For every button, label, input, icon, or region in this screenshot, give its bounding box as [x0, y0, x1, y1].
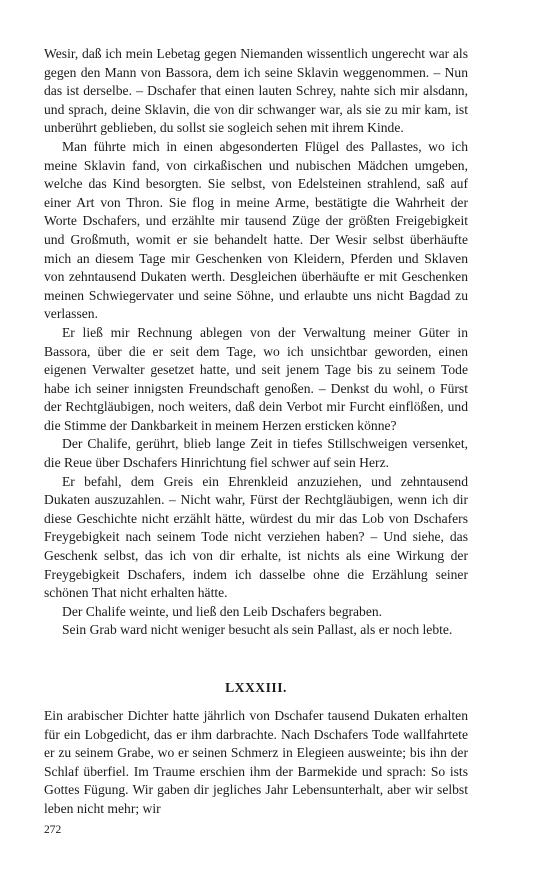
- paragraph: Wesir, daß ich mein Lebetag gegen Niemanden wissentlich ungerecht war als gegen den Mann von Bassora, dem ich seine Sklavin weggenommen. – Nun das ist derselbe. – Dschafer that einen lauten Schrey, nahte sich mir alsdann, und sprach, deine Sklavin, die von dir schwanger war, als sie zu mir kam, ist unberührt geblieben, du sollst sie sogleich sehen mit ihrem Kinde.: [44, 46, 468, 136]
- body-text: [44, 45, 468, 640]
- paragraph: Er befahl, dem Greis ein Ehrenkleid anzuziehen, und zehntausend Dukaten auszuzahlen. – Nicht wahr, Fürst der Rechtgläubigen, wenn ich dir diese Geschichte nicht erzählt hätte, würdest du mir das Lob von Dschafers Freygebigkeit nach seinem Tode nicht verziehen haben? – Und siehe, das Geschenk selbst, das ich von dir erhalte, ist nichts als eine Wirkung der Freygebigkeit Dschafers, indem ich dasselbe ohne die Erzählung seiner schönen That nicht erhalten hätte.: [44, 473, 468, 601]
- paragraph: Der Chalife, gerührt, blieb lange Zeit in tiefes Stillschweigen versenket, die Reue über Dschafers Hinrichtung fiel schwer auf sein Herz.: [44, 436, 468, 471]
- paragraph: Sein Grab ward nicht weniger besucht als sein Pallast, als er noch lebte.: [62, 622, 453, 638]
- paragraph: Man führte mich in einen abgesonderten Flügel des Pallastes, wo ich meine Sklavin fand, von cirkaßischen und nubischen Mädchen umgeben, welche das Kind besorgten. Sie selbst, von Edelsteinen strahlend, saß auf einer Art von Thron. Sie flog in meine Arme, bestätigte die Wahrheit der Worte Dschafers, und erzählte mir tausend Züge der größten Freigebigkeit und Großmuth, womit er sie behandelt hatte. Der Wesir selbst überhäufte mich an diesem Tage mir Geschenken von Kleidern, Pferden und Sklaven von zehntausend Dukaten werth. Desgleichen überhäufte er mit Geschenken meinen Schwiegervater und seine Söhne, und erlaubte uns nicht Bagdad zu verlassen.: [44, 138, 468, 322]
- paragraph: Der Chalife weinte, und ließ den Leib Dschafers begraben.: [62, 603, 383, 619]
- section-heading: LXXXIII.: [225, 680, 287, 695]
- page-number: 272: [44, 824, 62, 836]
- paragraph: Er ließ mir Rechnung ablegen von der Verwaltung meiner Güter in Bassora, über die er seit dem Tage, wo ich unsichtbar geworden, einen eigenen Verwalter gesetzet hatte, und seit jenem Tage bis zu seinem Tode habe ich seiner innigsten Freundschaft genoßen. – Denkst du wohl, o Fürst der Rechtgläubigen, noch weiters, daß dein Verbot mir Furcht einflößen, und die Stimme der Dankbarkeit in meinem Herzen ersticken könne?: [44, 324, 468, 433]
- section-paragraph: Ein arabischer Dichter hatte jährlich von Dschafer tausend Dukaten erhalten für ein Lobgedicht, das er ihm darbrachte. Nach Dschafers Tode wallfahrtete er zu seinem Grabe, wo er seinen Schmerz in Elegieen ausweinte; bis ihn der Schlaf überfiel. Im Traume erschien ihm der Barmekide und sprach: So ists Gottes Fügung. Wir gaben dir jegliches Jahr Lebensunterhalt, aber wir selbst leben nicht mehr; wir: [44, 708, 468, 816]
